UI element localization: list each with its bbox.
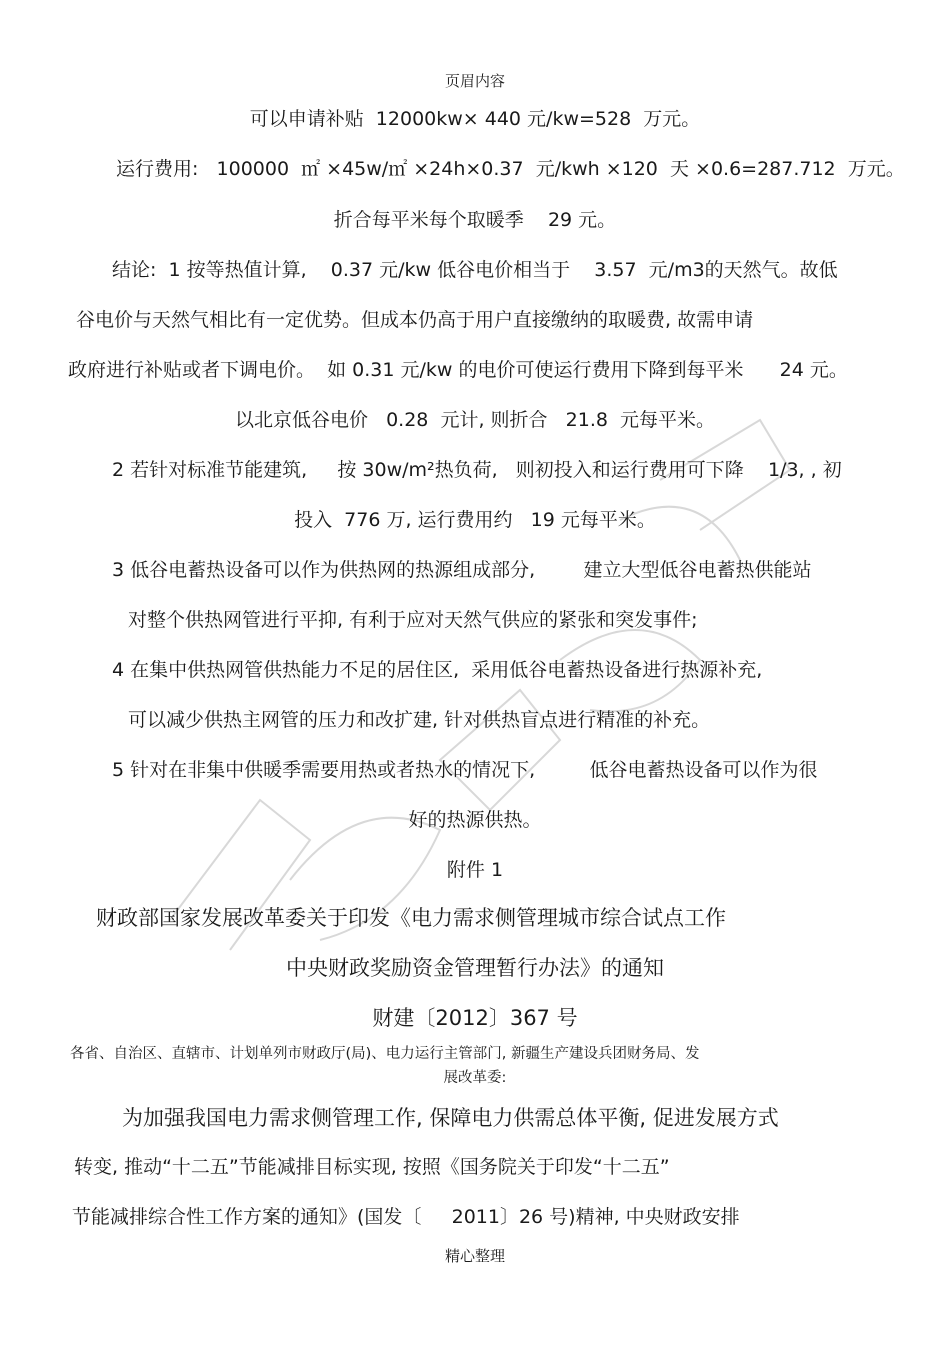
notice-body-line-1: 为加强我国电力需求侧管理工作, 保障电力供需总体平衡, 促进发展方式 (122, 1106, 779, 1130)
conclusion-1-line-1: 结论: 1 按等热值计算, 0.37 元/kw 低谷电价相当于 3.57 元/m3的天然气。故低 (112, 259, 838, 281)
attachment-label: 附件 1 (446, 859, 504, 881)
page-footer: 精心整理 (444, 1247, 505, 1265)
subsidy-line: 可以申请补贴 12000kw× 440 元/kw=528 万元。 (249, 108, 701, 130)
conclusion-3-line-1: 3 低谷电蓄热设备可以作为供热网的热源组成部分, 建立大型低谷电蓄热供能站 (112, 559, 812, 581)
conclusion-1-line-4: 以北京低谷电价 0.28 元计, 则折合 21.8 元每平米。 (234, 409, 716, 431)
recipients-line-2: 展改革委: (443, 1070, 507, 1086)
operating-cost-line: 运行费用: 100000 ㎡ ×45w/㎡ ×24h×0.37 元/kwh ×120 天 ×0.6=287.712 万元。 (116, 158, 905, 180)
conclusion-5-line-2: 好的热源供热。 (408, 809, 542, 831)
notice-body-line-2: 转变, 推动“十二五”节能减排目标实现, 按照《国务院关于印发“十二五” (74, 1156, 670, 1178)
document-number: 财建〔2012〕367 号 (372, 1006, 578, 1030)
conclusion-4-line-2: 可以减少供热主网管的压力和改扩建, 针对供热盲点进行精准的补充。 (128, 709, 711, 731)
recipients-line-1: 各省、自治区、直辖市、计划单列市财政厅(局)、电力运行主管部门, 新疆生产建设兵团财务局、发 (70, 1046, 700, 1062)
page-header: 页眉内容 (444, 72, 505, 90)
attachment-title-line-2: 中央财政奖励资金管理暂行办法》的通知 (286, 956, 664, 980)
conclusion-5-line-1: 5 针对在非集中供暖季需要用热或者热水的情况下, 低谷电蓄热设备可以作为很 (112, 759, 818, 781)
notice-body-line-3: 节能减排综合性工作方案的通知》(国发〔 2011〕26 号)精神, 中央财政安排 (72, 1206, 740, 1228)
attachment-title-line-1: 财政部国家发展改革委关于印发《电力需求侧管理城市综合试点工作 (96, 906, 726, 930)
conclusion-1-line-2: 谷电价与天然气相比有一定优势。但成本仍高于用户直接缴纳的取暖费, 故需申请 (76, 309, 754, 331)
conclusion-3-line-2: 对整个供热网管进行平抑, 有利于应对天然气供应的紧张和突发事件; (128, 609, 698, 631)
conclusion-2-line-1: 2 若针对标准节能建筑, 按 30w/m²热负荷, 则初投入和运行费用可下降 1/3, , 初 (112, 459, 842, 481)
conclusion-4-line-1: 4 在集中供热网管供热能力不足的居住区, 采用低谷电蓄热设备进行热源补充, (112, 659, 763, 681)
conclusion-2-line-2: 投入 776 万, 运行费用约 19 元每平米。 (294, 509, 656, 531)
per-sqm-cost-line: 折合每平米每个取暖季 29 元。 (333, 209, 617, 231)
conclusion-1-line-3: 政府进行补贴或者下调电价。 如 0.31 元/kw 的电价可使运行费用下降到每平米 24 元。 (68, 359, 848, 381)
